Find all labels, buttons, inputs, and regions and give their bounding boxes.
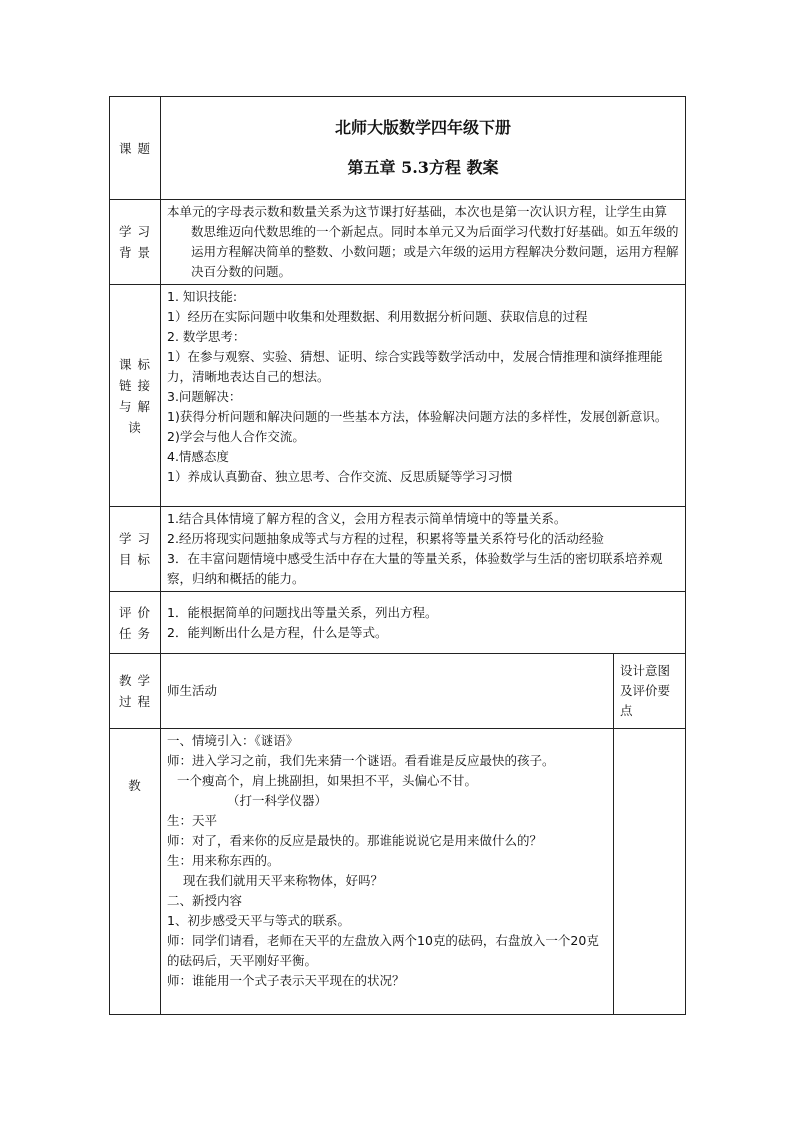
title-row (110, 97, 686, 200)
standards-line: 1）在参与观察、实验、猜想、证明、综合实践等数学活动中，发展合情推理和演绎推理能力，清晰地表达自己的想法。 (167, 349, 663, 384)
assessment-label: 评 价 任 务 (110, 592, 161, 654)
document-title: 北师大版数学四年级下册 (335, 118, 512, 137)
standards-line: 1）养成认真勤奋、独立思考、合作交流、反思质疑等学习习惯 (167, 469, 513, 484)
objective-line: 1.结合具体情境了解方程的含义，会用方程表示简单情境中的等量关系。 (167, 511, 567, 526)
teaching-label: 教 (110, 729, 161, 1015)
teaching-line: 一个瘦高个，肩上挑副担，如果担不平，头偏心不甘。 (177, 773, 478, 788)
standards-label: 课 标 链 接 与 解 读 (110, 285, 161, 507)
teaching-design-notes (614, 729, 686, 1015)
background-row (110, 200, 686, 285)
objectives-content (161, 507, 686, 592)
standards-line: 2)学会与他人合作交流。 (167, 429, 305, 444)
teaching-line: 一、情境引入：《谜语》 (167, 733, 299, 748)
assessment-content (161, 592, 686, 654)
assessment-line: 2．能判断出什么是方程，什么是等式。 (167, 624, 388, 640)
standards-line: 2. 数学思考： (167, 329, 246, 344)
process-label: 教 学 过 程 (110, 654, 161, 729)
design-header: 设计意图及评价要点 (614, 654, 686, 729)
document-subtitle: 第五章 5.3方程 教案 (347, 158, 499, 177)
standards-line: 3.问题解决： (167, 389, 242, 404)
process-row (110, 654, 686, 729)
standards-line: 1)获得分析问题和解决问题的一些基本方法，体验解决问题方法的多样性，发展创新意识。 (167, 409, 668, 424)
lesson-plan-table (109, 96, 686, 1015)
teaching-line: 生：用来称东西的。 (167, 853, 280, 868)
teaching-line: 现在我们就用天平来称物体，好吗？ (183, 873, 384, 888)
activity-header: 师生活动 (161, 654, 614, 729)
objectives-row (110, 507, 686, 592)
assessment-line: 1．能根据简单的问题找出等量关系，列出方程。 (167, 604, 438, 620)
standards-line: 1. 知识技能: (167, 289, 238, 304)
teaching-line: 师：对了，看来你的反应是最快的。那谁能说说它是用来做什么的？ (167, 833, 543, 848)
standards-content (161, 285, 686, 507)
standards-line: 4.情感态度 (167, 449, 229, 464)
objective-line: 2.经历将现实问题抽象成等式与方程的过程，积累将等量关系符号化的活动经验 (167, 531, 604, 546)
objective-line: 3．在丰富问题情境中感受生活中存在大量的等量关系，体验数学与生活的密切联系培养观察，归纳和概括的能力。 (167, 551, 663, 586)
teaching-line: 1、初步感受天平与等式的联系。 (167, 913, 350, 928)
teaching-line: 二、新授内容 (167, 893, 243, 908)
background-text: 本单元的字母表示数和数量关系为这节课打好基础，本次也是第一次认识方程，让学生由算数思维迈向代数思维的一个新起点。同时本单元又为后面学习代数打好基础。如五年级的运用方程解决简单的整数、小数问题；或是六年级的运用方程解决分数问题，运用方程解决百分数的问题。 (167, 204, 679, 279)
topic-label: 课 题 (110, 97, 161, 200)
teaching-line: 生：天平 (167, 813, 218, 828)
teaching-line: 师：同学们请看，老师在天平的左盘放入两个10克的砝码，右盘放入一个20克的砝码后，天平刚好平衡。 (167, 933, 599, 968)
objectives-label: 学 习 目 标 (110, 507, 161, 592)
standards-line: 1）经历在实际问题中收集和处理数据、利用数据分析问题、获取信息的过程 (167, 309, 588, 324)
teaching-line: 师：进入学习之前，我们先来猜一个谜语。看看谁是反应最快的孩子。 (167, 753, 555, 768)
title-cell (161, 97, 686, 200)
teaching-row (110, 729, 686, 1015)
background-content (161, 200, 686, 285)
assessment-row (110, 592, 686, 654)
background-label: 学 习 背 景 (110, 200, 161, 285)
standards-row (110, 285, 686, 507)
teaching-line: （打一科学仪器） (227, 793, 328, 808)
teaching-line: 师：谁能用一个式子表示天平现在的状况？ (167, 973, 405, 988)
teaching-content (161, 729, 614, 1015)
